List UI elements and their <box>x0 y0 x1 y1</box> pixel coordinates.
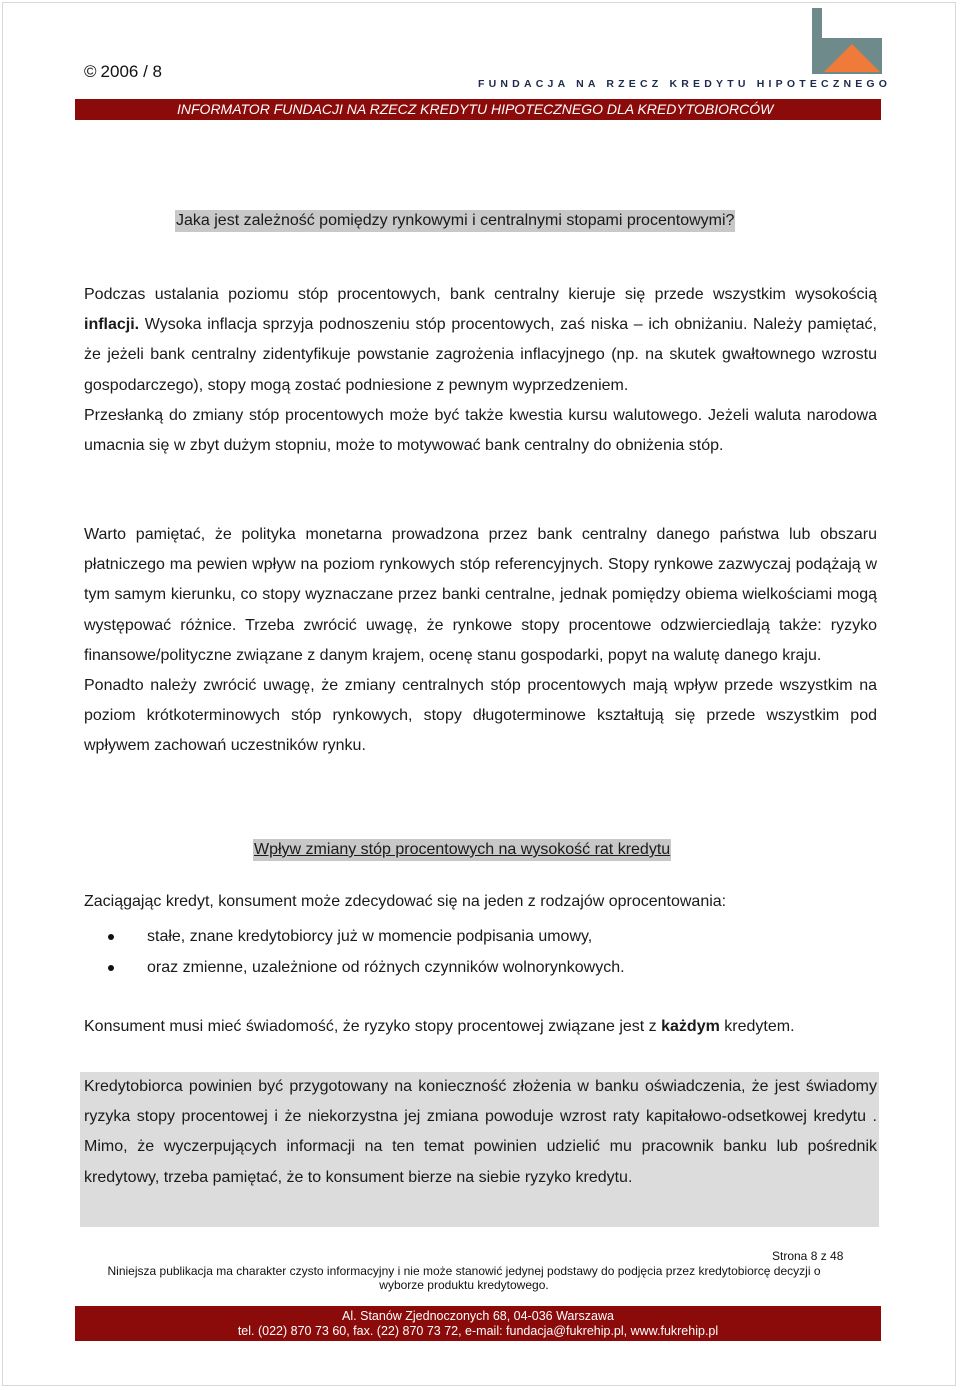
footer-banner <box>75 1306 881 1341</box>
logo-window <box>822 8 882 38</box>
issue-number <box>84 62 162 82</box>
list-item: oraz zmienne, uzależnione od różnych czynników wolnorynkowych. <box>84 952 877 983</box>
paragraph-intro: Zaciągając kredyt, konsument może zdecydować się na jeden z rodzajów oprocentowania: <box>84 893 727 910</box>
paragraph-declaration: Kredytobiorca powinien być przygotowany na konieczność złożenia w banku oświadczenia, że jest świadomy ryzyka stopy procentowej i że niekorzystna jej zmiana powoduje wzrost raty kapitałowo-odsetkowej kredytu . Mimo, że wyczerpujących informacji na ten temat powinien udzielić mu pracownik banku lub pośrednik kredytowy, trzeba pamiętać, że to konsument bierze na siebie ryzyko kredytu. <box>84 1078 877 1186</box>
house-roof-logo-icon <box>812 8 882 74</box>
disclaimer: Niniejsza publikacja ma charakter czysto informacyjny i nie może stanowić jedynej podstawy do podjęcia przez kredytobiorcę decyzji o wyborze produktu kredytowego. <box>107 1264 821 1292</box>
paragraph-risk-awareness: Konsument musi mieć świadomość, że ryzyko stopy procentowej związane jest z każdym kredytem. <box>84 1018 795 1035</box>
interest-type-list <box>84 921 877 983</box>
section-heading-rates: Jaka jest zależność pomiędzy rynkowymi i centralnymi stopami procentowymi? <box>175 210 735 232</box>
foundation-name: FUNDACJA NA RZECZ KREDYTU HIPOTECZNEGO <box>478 78 892 90</box>
bullet-icon <box>108 965 114 971</box>
section-heading-installments: Wpływ zmiany stóp procentowych na wysokość rat kredytu <box>253 839 671 861</box>
issue-label: 2006 / 8 <box>100 62 162 81</box>
footer-address: Al. Stanów Zjednoczonych 68, 04-036 Warszawa <box>342 1309 614 1323</box>
paragraph-monetary-policy: Warto pamiętać, że polityka monetarna prowadzona przez bank centralny danego państwa lub obszaru płatniczego ma pewien wpływ na poziom rynkowych stóp referencyjnych. Stopy rynkowe zazwyczaj podążają w tym samym kierunku, co stopy wyznaczane przez banki centralne, jednak pomiędzy obiema wielkościami mogą występować różnice. Trzeba zwrócić uwagę, że rynkowe stopy procentowe odzwierciedlają także: ryzyko finansowe/polityczne związane z danym krajem, ocenę stanu gospodarki, popyt na walutę danego kraju. Ponadto należy zwrócić uwagę, że zmiany centralnych stóp procentowych mają wpływ przede wszystkim na poziom krótkoterminowych stóp rynkowych, stopy długoterminowe kształtują się przede wszystkim pod wpływem zachowań uczestników rynku. <box>84 526 877 755</box>
bullet-icon <box>108 934 114 940</box>
list-item: stałe, znane kredytobiorcy już w momencie podpisania umowy, <box>84 921 877 952</box>
paragraph-inflation: Podczas ustalania poziomu stóp procentowych, bank centralny kieruje się przede wszystkim wysokością inflacji. Wysoka inflacja sprzyja podnoszeniu stóp procentowych, zaś niska – ich obniżaniu. Należy pamiętać, że jeżeli bank centralny zidentyfikuje powstanie zagrożenia inflacyjnego (np. na skutek gwałtownego wzrostu gospodarczego), stopy mogą zostać podniesione z pewnym wyprzedzeniem. Przesłanką do zmiany stóp procentowych może być także kwestia kursu walutowego. Jeżeli waluta narodowa umacnia się w zbyt dużym stopniu, może to motywować bank centralny do obniżenia stóp. <box>84 286 877 455</box>
footer-contact: tel. (022) 870 73 60, fax. (22) 870 73 72, e-mail: fundacja@fukrehip.pl, www.fukrehip.pl <box>237 1324 719 1338</box>
page-number: Strona 8 z 48 <box>772 1249 844 1263</box>
copyright-icon: © <box>84 62 97 81</box>
header-banner: INFORMATOR FUNDACJI NA RZECZ KREDYTU HIPOTECZNEGO DLA KREDYTOBIORCÓW <box>75 99 881 120</box>
